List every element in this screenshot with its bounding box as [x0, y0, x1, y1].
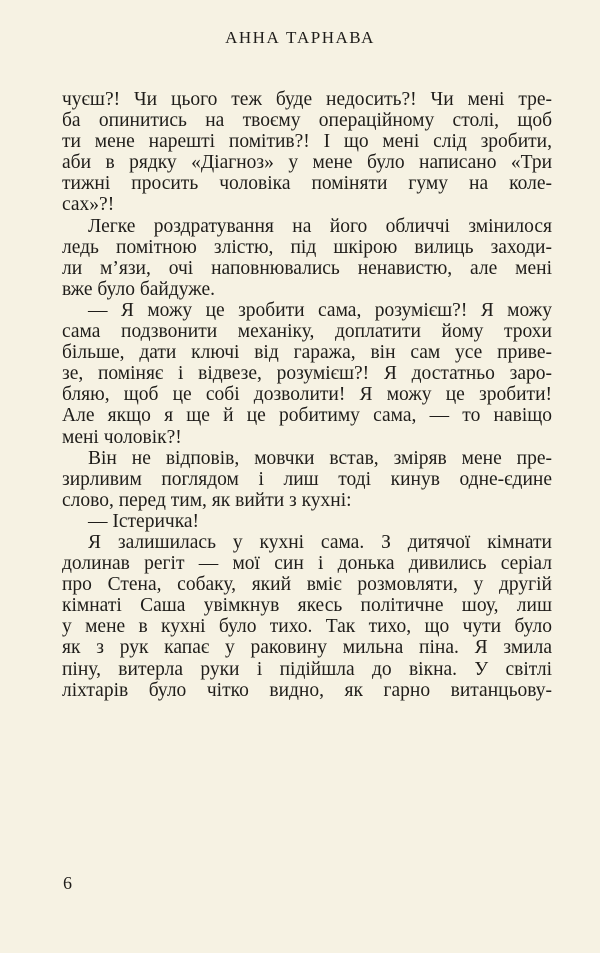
page-body-text — [62, 89, 552, 701]
text-line: — Істеричка! — [88, 510, 200, 532]
text-line: більше, дати ключі від гаража, він сам усе приве- — [62, 342, 552, 364]
text-line: зе, поміняє і відвезе, розумієш?! Я достатньо заро- — [62, 363, 552, 385]
text-line: слово, перед тим, як вийти з кухні: — [62, 489, 352, 511]
text-line: сах»?! — [62, 194, 115, 216]
text-line: Я залишилась у кухні сама. З дитячої кімнати — [88, 531, 552, 553]
text-line: як з рук капає у раковину мильна піна. Я змила — [62, 637, 552, 659]
text-line: мені чоловік?! — [62, 426, 182, 448]
text-line: Але якщо я ще й це робитиму сама, — то навіщо — [62, 405, 552, 427]
page-number: 6 — [63, 873, 72, 893]
text-line: сама подзвонити механіку, доплатити йому трохи — [62, 321, 552, 343]
text-line: ли м’язи, очі наповнювались ненавистю, але мені — [62, 257, 552, 279]
text-line: вже було байдуже. — [62, 278, 215, 300]
text-line: Він не відповів, мовчки встав, зміряв мене пре- — [88, 447, 552, 469]
text-line: зирливим поглядом і лиш тоді кинув одне-єдине — [62, 468, 552, 490]
text-line: аби в рядку «Діагноз» у мене було написано «Три — [62, 152, 552, 174]
text-line: ба опинитись на твоєму операційному столі, щоб — [62, 110, 552, 132]
text-line: тижні просить чоловіка поміняти гуму на коле- — [62, 173, 552, 195]
text-line: бляю, щоб це собі дозволити! Я можу це зробити! — [62, 384, 552, 406]
text-line: ти мене нарешті помітив?! І що мені слід зробити, — [62, 131, 552, 153]
text-line: про Стена, собаку, який вміє розмовляти, у другій — [62, 574, 552, 596]
text-line: ліхтарів було чітко видно, як гарно витанцьову- — [62, 679, 552, 701]
text-line: ледь помітною злістю, під шкірою вилиць заходи- — [62, 236, 552, 258]
text-line: чуєш?! Чи цього теж буде недосить?! Чи мені тре- — [62, 89, 552, 110]
text-line: у мене в кухні було тихо. Так тихо, що чути було — [62, 616, 552, 638]
text-line: — Я можу це зробити сама, розумієш?! Я можу — [88, 299, 552, 321]
text-line: піну, витерла руки і підійшла до вікна. У світлі — [62, 658, 552, 680]
text-line: Легке роздратування на його обличчі змінилося — [88, 215, 552, 237]
text-line: кімнаті Саша увімкнув якесь політичне шоу, лиш — [62, 595, 552, 617]
running-header: АННА ТАРНАВА — [225, 28, 375, 47]
text-line: долинав регіт — мої син і донька дивились серіал — [62, 553, 552, 575]
